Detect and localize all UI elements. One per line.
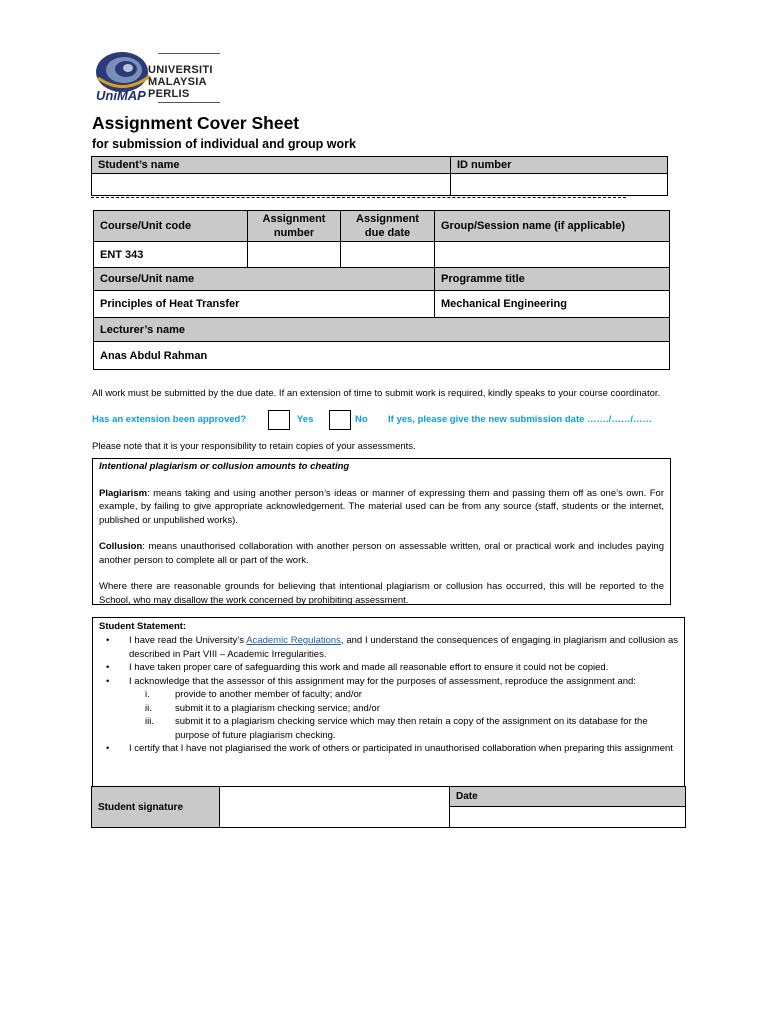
extension-no-label: No bbox=[355, 414, 368, 425]
retain-copies-note: Please note that it is your responsibility to retain copies of your assessments. bbox=[92, 441, 416, 452]
plagiarism-heading: Intentional plagiarism or collusion amounts to cheating bbox=[99, 461, 350, 472]
programme-title-value: Mechanical Engineering bbox=[435, 291, 670, 318]
student-signature-label: Student signature bbox=[92, 787, 220, 828]
statement-item-acknowledge: • I acknowledge that the assessor of this assignment may for the purposes of assessment, reproduce the assignment and: bbox=[106, 675, 636, 687]
logo-line-2: MALAYSIA bbox=[148, 76, 207, 88]
statement-subitem-3: iii. submit it to a plagiarism checking service which may then retain a copy of the assignment on its database for the purpose of future plagiarism checking. bbox=[145, 716, 648, 741]
extension-yes-checkbox[interactable] bbox=[268, 410, 290, 430]
logo-wordmark bbox=[148, 64, 213, 100]
plagiarism-term: Plagiarism bbox=[99, 487, 148, 499]
statement-heading: Student Statement: bbox=[99, 621, 187, 632]
student-table bbox=[91, 156, 668, 196]
statement-list-end bbox=[99, 742, 678, 756]
collusion-term: Collusion bbox=[99, 541, 143, 552]
plagiarism-text: : means taking and using another person’s ideas or manner of expressing them and passing them off as one’s own. For example, by failing to give appropriate acknowledgement. The material used can be from any source (staff, students or the internet, published or unpublished works). bbox=[99, 487, 664, 526]
statement-item-regulations: • I have read the University’s Academic Regulations, and I understand the consequences of engaging in plagiarism and collusion as described in Part VIII – Academic Irregularities. bbox=[106, 635, 678, 660]
student-name-field[interactable] bbox=[92, 174, 451, 196]
date-label: Date bbox=[450, 787, 686, 807]
logo-brand: UniMAP bbox=[96, 88, 146, 103]
statement-subitem-2: ii. submit it to a plagiarism checking service; and/or bbox=[145, 702, 380, 714]
plagiarism-panel bbox=[92, 458, 671, 605]
date-field[interactable] bbox=[450, 807, 686, 828]
course-table bbox=[93, 210, 670, 370]
statement-item-safeguarding: • I have taken proper care of safeguarding this work and made all reasonable effort to ensure it could not be copied. bbox=[106, 662, 609, 673]
signature-table bbox=[91, 786, 686, 828]
lecturer-name-value: Anas Abdul Rahman bbox=[94, 342, 670, 370]
course-name-label: Course/Unit name bbox=[94, 268, 435, 291]
academic-regulations-link[interactable]: Academic Regulations bbox=[246, 635, 341, 646]
course-code-value: ENT 343 bbox=[94, 242, 248, 268]
assignment-number-label: Assignment number bbox=[248, 211, 341, 242]
separator-dashed bbox=[91, 197, 626, 198]
id-number-field[interactable] bbox=[451, 174, 668, 196]
page-title: Assignment Cover Sheet bbox=[92, 113, 300, 133]
programme-title-label: Programme title bbox=[435, 268, 670, 291]
logo-rule-top bbox=[158, 53, 220, 54]
course-name-value: Principles of Heat Transfer bbox=[94, 291, 435, 318]
assignment-due-date-label: Assignment due date bbox=[341, 211, 435, 242]
id-number-label: ID number bbox=[451, 157, 668, 174]
student-statement-panel bbox=[92, 617, 685, 786]
statement-list bbox=[99, 634, 678, 688]
student-signature-field[interactable] bbox=[220, 787, 450, 828]
due-date-note: All work must be submitted by the due date. If an extension of time to submit work is required, kindly speaks to your course coordinator. bbox=[92, 388, 661, 399]
student-name-label: Student’s name bbox=[92, 157, 451, 174]
collusion-text: : means unauthorised collaboration with another person on assessable written, oral or practical work and includes paying another person to complete all or part of the work. bbox=[99, 541, 664, 566]
logo-line-1: UNIVERSITI bbox=[148, 64, 213, 76]
group-session-label: Group/Session name (if applicable) bbox=[435, 211, 670, 242]
statement-subitem-1: i. provide to another member of faculty; and/or bbox=[145, 689, 362, 700]
statement-item-certify: • I certify that I have not plagiarised the work of others or participated in unauthorised collaboration when preparing this assignment bbox=[106, 743, 673, 754]
assignment-due-date-field[interactable] bbox=[341, 242, 435, 268]
assignment-number-field[interactable] bbox=[248, 242, 341, 268]
reasonable-grounds-text: Where there are reasonable grounds for believing that intentional plagiarism or collusion has occurred, this will be reported to the School, who may disallow the work concerned by prohibiting assessment. bbox=[99, 581, 664, 606]
course-code-label: Course/Unit code bbox=[94, 211, 248, 242]
extension-question: Has an extension been approved? bbox=[92, 414, 247, 425]
plagiarism-definition bbox=[99, 487, 664, 528]
logo-line-3: PERLIS bbox=[148, 88, 190, 100]
lecturer-name-label: Lecturer’s name bbox=[94, 318, 670, 342]
page-subtitle: for submission of individual and group work bbox=[92, 137, 356, 151]
logo-rule-bottom bbox=[158, 102, 220, 103]
extension-no-checkbox[interactable] bbox=[329, 410, 351, 430]
extension-yes-label: Yes bbox=[297, 414, 314, 425]
collusion-definition bbox=[99, 540, 664, 567]
new-submission-date: If yes, please give the new submission date ……./……/…… bbox=[388, 414, 652, 425]
group-session-field[interactable] bbox=[435, 242, 670, 268]
